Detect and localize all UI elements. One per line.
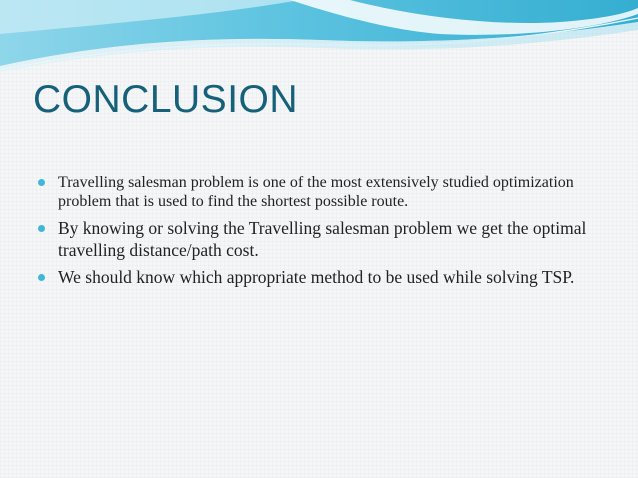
bullet-item	[38, 266, 598, 288]
bullet-dot-icon	[38, 274, 45, 281]
bullet-item	[38, 173, 598, 211]
bullet-dot-icon	[38, 179, 45, 186]
bullet-list	[38, 173, 598, 293]
bullet-text: Travelling salesman problem is one of the most extensively studied optimization problem that is used to find the shortest possible route.	[58, 174, 574, 210]
bullet-text: We should know which appropriate method to be used while solving TSP.	[58, 267, 575, 287]
bullet-dot-icon	[38, 225, 45, 232]
header-wave-decoration	[0, 0, 638, 80]
bullet-item	[38, 217, 598, 261]
bullet-text: By knowing or solving the Travelling salesman problem we get the optimal travelling distance/path cost.	[58, 218, 587, 260]
slide-title: CONCLUSION	[33, 78, 299, 121]
